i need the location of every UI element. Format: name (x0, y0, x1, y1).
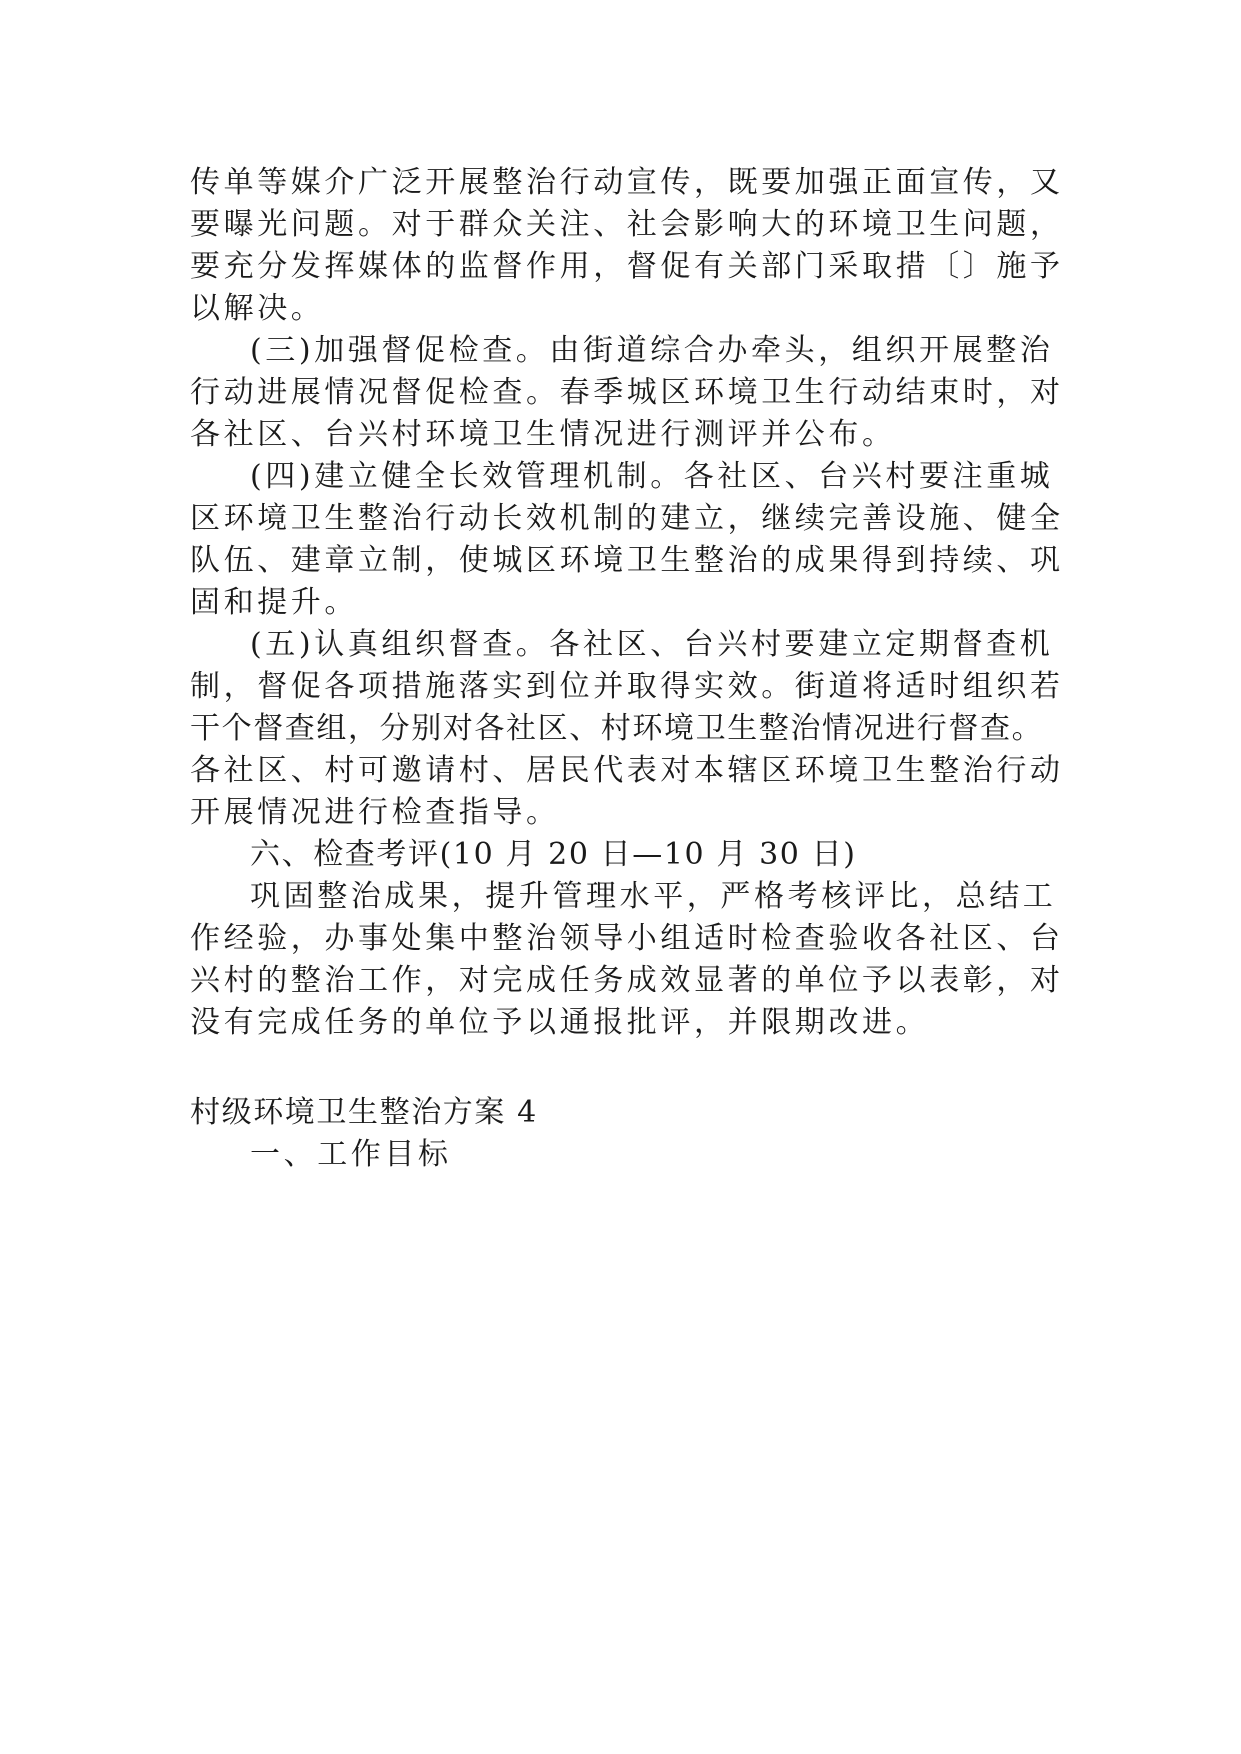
paragraph-line: 固和提升。 (190, 585, 358, 620)
paragraph-line: 干个督查组，分别对各社区、村环境卫生整治情况进行督查。 (190, 711, 1044, 746)
paragraph-line: 巩固整治成果，提升管理水平，严格考核评比，总结工 (250, 879, 1057, 914)
paragraph-line: 各社区、村可邀请村、居民代表对本辖区环境卫生整治行动 (190, 753, 1064, 788)
paragraph-line: 要充分发挥媒体的监督作用，督促有关部门采取措〔〕施予 (190, 249, 1064, 284)
paragraph-line: 制，督促各项措施落实到位并取得实效。街道将适时组织若 (190, 669, 1064, 704)
paragraph-line: (四)建立健全长效管理机制。各社区、台兴村要注重城 (250, 459, 1054, 494)
paragraph-line: 行动进展情况督促检查。春季城区环境卫生行动结束时，对 (190, 375, 1064, 410)
section-title: 村级环境卫生整治方案 4 (190, 1095, 538, 1130)
subheading: 一、工作目标 (250, 1137, 452, 1172)
section-heading: 六、检查考评(10 月 20 日—10 月 30 日) (250, 837, 857, 872)
paragraph-line: 各社区、台兴村环境卫生情况进行测评并公布。 (190, 417, 896, 452)
paragraph-line: (五)认真组织督查。各社区、台兴村要建立定期督查机 (250, 627, 1054, 662)
paragraph-line: 兴村的整治工作，对完成任务成效显著的单位予以表彰，对 (190, 963, 1064, 998)
paragraph-line: 以解决。 (190, 291, 325, 326)
paragraph-line: 没有完成任务的单位予以通报批评，并限期改进。 (190, 1005, 930, 1040)
paragraph-line: 区环境卫生整治行动长效机制的建立，继续完善设施、健全 (190, 501, 1064, 536)
paragraph-line: 开展情况进行检查指导。 (190, 795, 560, 830)
paragraph-line: (三)加强督促检查。由街道综合办牵头，组织开展整治 (250, 333, 1054, 368)
paragraph-line: 要曝光问题。对于群众关注、社会影响大的环境卫生问题， (190, 207, 1064, 242)
paragraph-line: 作经验，办事处集中整治领导小组适时检查验收各社区、台 (190, 921, 1064, 956)
paragraph-line: 传单等媒介广泛开展整治行动宣传，既要加强正面宣传，又 (190, 165, 1064, 200)
paragraph-line: 队伍、建章立制，使城区环境卫生整治的成果得到持续、巩 (190, 543, 1064, 578)
